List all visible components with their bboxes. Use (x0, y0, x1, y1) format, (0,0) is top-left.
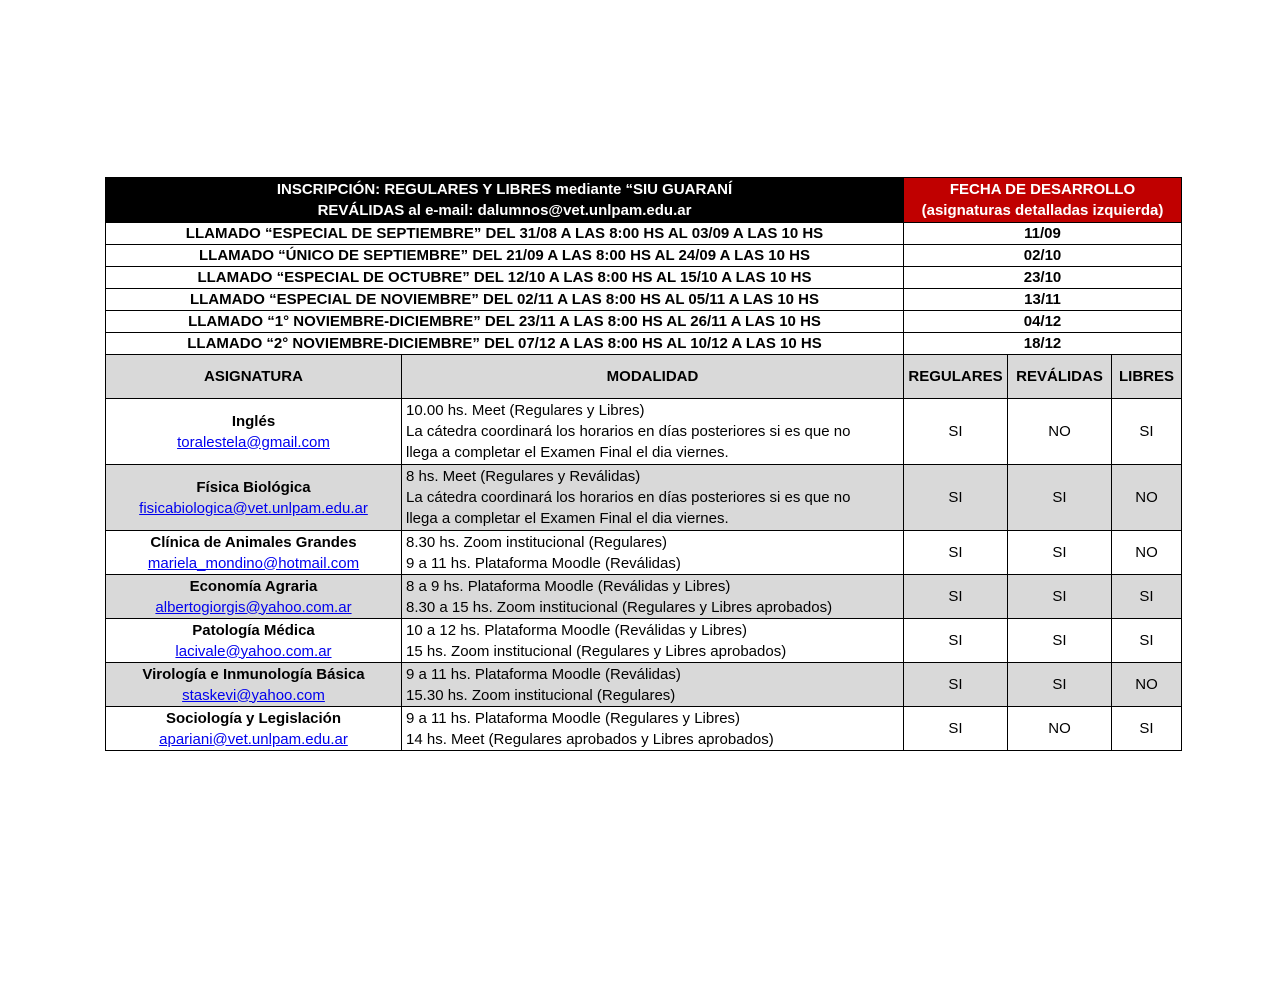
header-row (106, 178, 1182, 223)
column-header-modalidad: MODALIDAD (402, 355, 904, 399)
libres-value: NO (1112, 531, 1182, 575)
regulares-value: SI (904, 707, 1008, 751)
subject-cell (106, 399, 402, 465)
subject-name: Patología Médica (192, 621, 315, 639)
subject-email-link[interactable]: fisicabiologica@vet.unlpam.edu.ar (139, 499, 368, 517)
revalidas-value: SI (1008, 619, 1112, 663)
column-header-row (106, 355, 1182, 399)
subject-email-link[interactable]: albertogiorgis@yahoo.com.ar (155, 598, 352, 616)
libres-value: SI (1112, 575, 1182, 619)
call-date: 18/12 (904, 333, 1182, 355)
regulares-value: SI (904, 619, 1008, 663)
date-header-line2: (asignaturas detalladas izquierda) (921, 202, 1164, 219)
libres-value: SI (1112, 399, 1182, 465)
call-text: LLAMADO “1° NOVIEMBRE-DICIEMBRE” DEL 23/11 A LAS 8:00 HS AL 26/11 A LAS 10 HS (106, 311, 904, 333)
subject-cell (106, 663, 402, 707)
modalidad-line: 8 a 9 hs. Plataforma Moodle (Reválidas y Libres) (406, 577, 731, 595)
inscription-header-line1: INSCRIPCIÓN: REGULARES Y LIBRES mediante “SIU GUARANÍ (276, 181, 733, 198)
modalidad-cell (402, 707, 904, 751)
call-date: 04/12 (904, 311, 1182, 333)
subject-cell (106, 619, 402, 663)
regulares-value: SI (904, 465, 1008, 531)
call-date: 23/10 (904, 267, 1182, 289)
subject-name: Inglés (231, 412, 276, 430)
call-text: LLAMADO “ESPECIAL DE OCTUBRE” DEL 12/10 A LAS 8:00 HS AL 15/10 A LAS 10 HS (106, 267, 904, 289)
date-header-line1: FECHA DE DESARROLLO (949, 181, 1136, 198)
call-row (106, 289, 1182, 311)
modalidad-cell (402, 575, 904, 619)
libres-value: SI (1112, 619, 1182, 663)
call-text: LLAMADO “ESPECIAL DE SEPTIEMBRE” DEL 31/08 A LAS 8:00 HS AL 03/09 A LAS 10 HS (106, 223, 904, 245)
subject-row (106, 531, 1182, 575)
subject-cell (106, 575, 402, 619)
modalidad-cell (402, 399, 904, 465)
libres-value: SI (1112, 707, 1182, 751)
modalidad-line: 9 a 11 hs. Plataforma Moodle (Reválidas) (406, 554, 681, 572)
revalidas-value: NO (1008, 707, 1112, 751)
call-date: 11/09 (904, 223, 1182, 245)
modalidad-line: La cátedra coordinará los horarios en días posteriores si es que no (406, 423, 851, 440)
subject-email-link[interactable]: staskevi@yahoo.com (182, 686, 325, 704)
subject-cell (106, 465, 402, 531)
subject-name: Clínica de Animales Grandes (150, 533, 357, 551)
subject-row (106, 707, 1182, 751)
call-text: LLAMADO “2° NOVIEMBRE-DICIEMBRE” DEL 07/12 A LAS 8:00 HS AL 10/12 A LAS 10 HS (106, 333, 904, 355)
inscription-header-line2: REVÁLIDAS al e-mail: dalumnos@vet.unlpam.edu.ar (317, 202, 692, 219)
regulares-value: SI (904, 575, 1008, 619)
modalidad-line: 10.00 hs. Meet (Regulares y Libres) (406, 402, 645, 419)
subject-email-link[interactable]: lacivale@yahoo.com.ar (175, 642, 332, 660)
revalidas-value: SI (1008, 575, 1112, 619)
subject-name: Física Biológica (196, 478, 311, 496)
modalidad-line: 8 hs. Meet (Regulares y Reválidas) (406, 468, 641, 485)
call-row (106, 333, 1182, 355)
revalidas-value: SI (1008, 663, 1112, 707)
exam-schedule-document (105, 177, 1181, 751)
modalidad-line: 14 hs. Meet (Regulares aprobados y Libres aprobados) (406, 730, 774, 748)
call-row (106, 245, 1182, 267)
modalidad-line: 8.30 hs. Zoom institucional (Regulares) (406, 533, 667, 551)
modalidad-line: La cátedra coordinará los horarios en días posteriores si es que no (406, 489, 851, 506)
subject-name: Sociología y Legislación (165, 709, 342, 727)
subject-name: Virología e Inmunología Básica (142, 665, 365, 683)
modalidad-cell (402, 663, 904, 707)
modalidad-line: 15.30 hs. Zoom institucional (Regulares) (406, 686, 676, 704)
call-text: LLAMADO “ÚNICO DE SEPTIEMBRE” DEL 21/09 A LAS 8:00 HS AL 24/09 A LAS 10 HS (106, 245, 904, 267)
subject-cell (106, 531, 402, 575)
subject-row (106, 575, 1182, 619)
modalidad-line: llega a completar el Examen Final el dia viernes. (406, 444, 729, 461)
call-text: LLAMADO “ESPECIAL DE NOVIEMBRE” DEL 02/11 A LAS 8:00 HS AL 05/11 A LAS 10 HS (106, 289, 904, 311)
column-header-libres: LIBRES (1112, 355, 1182, 399)
revalidas-value: SI (1008, 465, 1112, 531)
revalidas-value: SI (1008, 531, 1112, 575)
call-row (106, 223, 1182, 245)
modalidad-line: 15 hs. Zoom institucional (Regulares y Libres aprobados) (406, 642, 787, 660)
subject-name: Economía Agraria (189, 577, 318, 595)
subject-email-link[interactable]: apariani@vet.unlpam.edu.ar (159, 730, 348, 748)
modalidad-line: 9 a 11 hs. Plataforma Moodle (Regulares y Libres) (406, 709, 741, 727)
modalidad-cell (402, 531, 904, 575)
libres-value: NO (1112, 465, 1182, 531)
subject-row (106, 619, 1182, 663)
inscription-header (106, 178, 904, 223)
libres-value: NO (1112, 663, 1182, 707)
revalidas-value: NO (1008, 399, 1112, 465)
modalidad-line: 8.30 a 15 hs. Zoom institucional (Regulares y Libres aprobados) (406, 598, 833, 616)
call-row (106, 267, 1182, 289)
modalidad-line: 10 a 12 hs. Plataforma Moodle (Reválidas y Libres) (406, 621, 748, 639)
modalidad-line: llega a completar el Examen Final el dia viernes. (406, 510, 729, 527)
call-row (106, 311, 1182, 333)
subject-email-link[interactable]: toralestela@gmail.com (177, 433, 330, 451)
regulares-value: SI (904, 531, 1008, 575)
subject-row (106, 465, 1182, 531)
schedule-table (105, 177, 1182, 751)
column-header-revalidas: REVÁLIDAS (1008, 355, 1112, 399)
subject-cell (106, 707, 402, 751)
call-date: 02/10 (904, 245, 1182, 267)
modalidad-line: 9 a 11 hs. Plataforma Moodle (Reválidas) (406, 665, 681, 683)
subject-row (106, 663, 1182, 707)
date-header (904, 178, 1182, 223)
column-header-asignatura: ASIGNATURA (106, 355, 402, 399)
subject-row (106, 399, 1182, 465)
column-header-regulares: REGULARES (904, 355, 1008, 399)
subject-email-link[interactable]: mariela_mondino@hotmail.com (147, 554, 360, 572)
call-date: 13/11 (904, 289, 1182, 311)
modalidad-cell (402, 465, 904, 531)
regulares-value: SI (904, 399, 1008, 465)
modalidad-cell (402, 619, 904, 663)
regulares-value: SI (904, 663, 1008, 707)
